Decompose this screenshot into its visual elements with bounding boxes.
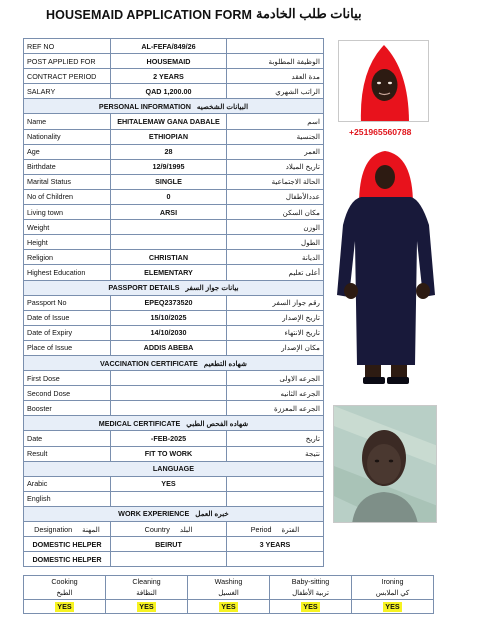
top-info-label-arabic: الوظيفة المطلوبة: [227, 54, 324, 69]
personal-info-label: Living town: [24, 205, 111, 220]
vaccination-heading-text: VACCINATION CERTIFICATE: [100, 358, 198, 368]
language-label: English: [24, 491, 111, 506]
top-info-label-arabic: الراتب الشهري: [227, 84, 324, 99]
personal-info-row: [24, 144, 324, 159]
vaccination-label-arabic: الجرعه الثانيه: [227, 386, 324, 401]
skill-value-cell: [352, 600, 434, 614]
passport-row: [24, 310, 324, 325]
vaccination-label-arabic: الجرعه المعززة: [227, 401, 324, 416]
vaccination-label: First Dose: [24, 371, 111, 386]
top-info-row: [24, 54, 324, 69]
personal-info-value: 12/9/1995: [111, 159, 227, 174]
personal-info-row: [24, 129, 324, 144]
personal-info-label-arabic: العمر: [227, 144, 324, 159]
top-info-label: REF NO: [24, 39, 111, 54]
passport-row: [24, 325, 324, 340]
vaccination-heading-text-arabic: شهاده التطعيم: [203, 358, 247, 368]
vaccination-row: [24, 386, 324, 401]
top-info-value: 2 YEARS: [111, 69, 227, 84]
language-heading-text: LANGUAGE: [152, 464, 195, 474]
experience-col-designation: [24, 522, 111, 537]
top-info-value: HOUSEMAID: [111, 54, 227, 69]
passport-value: 14/10/2030: [111, 325, 227, 340]
vaccination-value: [111, 401, 227, 416]
personal-info-label-arabic: اسم: [227, 114, 324, 129]
skills-table: [23, 575, 434, 614]
passport-value: EPEQ2373520: [111, 295, 227, 310]
work-experience-heading: [24, 506, 324, 521]
skill-value: YES: [385, 601, 400, 611]
top-info-value: QAD 1,200.00: [111, 84, 227, 99]
personal-info-value: SINGLE: [111, 174, 227, 189]
language-label: Arabic: [24, 476, 111, 491]
top-info-row: [24, 39, 324, 54]
form-title-arabic: بيانات طلب الخادمة: [256, 6, 362, 21]
passport-label: Date of Expiry: [24, 325, 111, 340]
language-heading: [24, 461, 324, 476]
skill-value-cell: [188, 600, 270, 614]
personal-info-label-arabic: الوزن: [227, 220, 324, 235]
vaccination-label-arabic: الجرعه الاولى: [227, 371, 324, 386]
work-experience-heading-text: WORK EXPERIENCE: [118, 509, 190, 519]
application-table: [23, 38, 324, 567]
medical-heading-text-arabic: شهاده الفحص الطبي: [186, 418, 249, 428]
experience-col-designation-label-arabic: المهنة: [82, 524, 100, 534]
top-info-row: [24, 84, 324, 99]
top-info-row: [24, 69, 324, 84]
personal-info-value: ARSI: [111, 205, 227, 220]
personal-info-value: 28: [111, 144, 227, 159]
personal-info-row: [24, 235, 324, 250]
personal-info-label: Nationality: [24, 129, 111, 144]
skill-label: Washing: [188, 576, 270, 588]
top-info-label: CONTRACT PERIOD: [24, 69, 111, 84]
skill-label: Baby-sitting: [270, 576, 352, 588]
experience-col-designation-label: Designation: [34, 524, 73, 534]
personal-info-value: ELEMENTARY: [111, 265, 227, 280]
personal-info-label: Height: [24, 235, 111, 250]
medical-label-arabic: نتيجة: [227, 446, 324, 461]
skill-label: Ironing: [352, 576, 434, 588]
personal-info-row: [24, 159, 324, 174]
top-info-label: POST APPLIED FOR: [24, 54, 111, 69]
personal-info-row: [24, 174, 324, 189]
personal-info-label-arabic: عددالأطفال: [227, 189, 324, 204]
personal-info-value: 0: [111, 189, 227, 204]
passport-heading-text-arabic: بيانات جواز السفر: [185, 283, 239, 293]
top-info-label-arabic: مدة العقد: [227, 69, 324, 84]
passport-heading: [24, 280, 324, 295]
experience-col-period: [227, 522, 324, 537]
form-title: HOUSEMAID APPLICATION FORM: [46, 8, 253, 22]
experience-country: [111, 552, 227, 567]
personal-info-heading-text-arabic: البيانات الشخصيه: [196, 101, 249, 111]
medical-heading: [24, 416, 324, 431]
top-info-value: AL-FEFA/849/26: [111, 39, 227, 54]
passport-label-arabic: رقم جواز السفر: [227, 295, 324, 310]
personal-info-row: [24, 265, 324, 280]
language-value: [111, 491, 227, 506]
top-info-label: SALARY: [24, 84, 111, 99]
passport-heading-text: PASSPORT DETAILS: [108, 283, 180, 293]
medical-value: -FEB-2025: [111, 431, 227, 446]
passport-label: Passport No: [24, 295, 111, 310]
personal-info-label-arabic: مكان السكن: [227, 205, 324, 220]
personal-info-row: [24, 205, 324, 220]
vaccination-value: [111, 386, 227, 401]
skill-label-arabic: النظافة: [106, 588, 188, 600]
passport-photo: [333, 405, 437, 523]
experience-col-period-label: Period: [250, 524, 272, 534]
medical-label: Date: [24, 431, 111, 446]
personal-info-value: [111, 220, 227, 235]
personal-info-value: CHRISTIAN: [111, 250, 227, 265]
personal-info-label-arabic: تاريخ الميلاد: [227, 159, 324, 174]
personal-info-heading-text: PERSONAL INFORMATION: [98, 101, 191, 111]
personal-info-label: Age: [24, 144, 111, 159]
medical-label-arabic: تاريخ: [227, 431, 324, 446]
personal-info-row: [24, 189, 324, 204]
full-body-photo: [331, 145, 439, 390]
personal-info-row: [24, 250, 324, 265]
passport-value: ADDIS ABEBA: [111, 340, 227, 355]
experience-col-period-label-arabic: الفترة: [281, 524, 300, 534]
personal-info-row: [24, 220, 324, 235]
experience-col-country-label-arabic: البلد: [179, 524, 193, 534]
personal-info-label-arabic: الديانة: [227, 250, 324, 265]
vaccination-row: [24, 401, 324, 416]
skill-label-arabic: الغسيل: [188, 588, 270, 600]
language-label-arabic: [227, 491, 324, 506]
vaccination-heading: [24, 355, 324, 370]
portrait-photo: [338, 40, 429, 122]
personal-info-label: Marital Status: [24, 174, 111, 189]
passport-label: Place of Issue: [24, 340, 111, 355]
skill-label: Cleaning: [106, 576, 188, 588]
medical-row: [24, 431, 324, 446]
skill-label-arabic: الطبخ: [24, 588, 106, 600]
personal-info-label: No of Children: [24, 189, 111, 204]
skill-value-cell: [24, 600, 106, 614]
experience-col-country: [111, 522, 227, 537]
skill-label-arabic: كي الملابس: [352, 588, 434, 600]
passport-row: [24, 295, 324, 310]
vaccination-value: [111, 371, 227, 386]
skill-label: Cooking: [24, 576, 106, 588]
skill-value-cell: [106, 600, 188, 614]
language-row: [24, 491, 324, 506]
experience-designation: DOMESTIC HELPER: [24, 537, 111, 552]
personal-info-heading: [24, 99, 324, 114]
personal-info-label: Birthdate: [24, 159, 111, 174]
vaccination-row: [24, 371, 324, 386]
phone-number: +251965560788: [349, 127, 412, 137]
personal-info-label-arabic: الحالة الاجتماعية: [227, 174, 324, 189]
passport-label-arabic: تاريخ الإصدار: [227, 310, 324, 325]
personal-info-label: Name: [24, 114, 111, 129]
experience-country: BEIRUT: [111, 537, 227, 552]
skill-value: YES: [221, 601, 236, 611]
experience-period: 3 YEARS: [227, 537, 324, 552]
top-info-label-arabic: [227, 39, 324, 54]
language-row: [24, 476, 324, 491]
skill-value: YES: [303, 601, 318, 611]
personal-info-label: Weight: [24, 220, 111, 235]
medical-heading-text: MEDICAL CERTIFICATE: [98, 418, 181, 428]
passport-label: Date of Issue: [24, 310, 111, 325]
vaccination-label: Booster: [24, 401, 111, 416]
skill-value: YES: [139, 601, 154, 611]
personal-info-label-arabic: أعلى تعليم: [227, 265, 324, 280]
personal-info-value: ETHIOPIAN: [111, 129, 227, 144]
personal-info-label-arabic: الجنسية: [227, 129, 324, 144]
personal-info-label: Religion: [24, 250, 111, 265]
personal-info-label: Highest Education: [24, 265, 111, 280]
language-label-arabic: [227, 476, 324, 491]
experience-row: [24, 537, 324, 552]
experience-row: [24, 552, 324, 567]
personal-info-value: EHITALEMAW GANA DABALE: [111, 114, 227, 129]
experience-period: [227, 552, 324, 567]
experience-col-country-label: Country: [144, 524, 170, 534]
medical-value: FIT TO WORK: [111, 446, 227, 461]
skill-label-arabic: تربية الأطفال: [270, 588, 352, 600]
experience-designation: DOMESTIC HELPER: [24, 552, 111, 567]
passport-label-arabic: تاريخ الانتهاء: [227, 325, 324, 340]
personal-info-label-arabic: الطول: [227, 235, 324, 250]
work-experience-heading-text-arabic: خبره العمل: [195, 509, 229, 519]
language-value: YES: [111, 476, 227, 491]
skill-value-cell: [270, 600, 352, 614]
medical-label: Result: [24, 446, 111, 461]
personal-info-value: [111, 235, 227, 250]
passport-row: [24, 340, 324, 355]
vaccination-label: Second Dose: [24, 386, 111, 401]
medical-row: [24, 446, 324, 461]
passport-label-arabic: مكان الإصدار: [227, 340, 324, 355]
personal-info-row: [24, 114, 324, 129]
skill-value: YES: [57, 601, 72, 611]
passport-value: 15/10/2025: [111, 310, 227, 325]
